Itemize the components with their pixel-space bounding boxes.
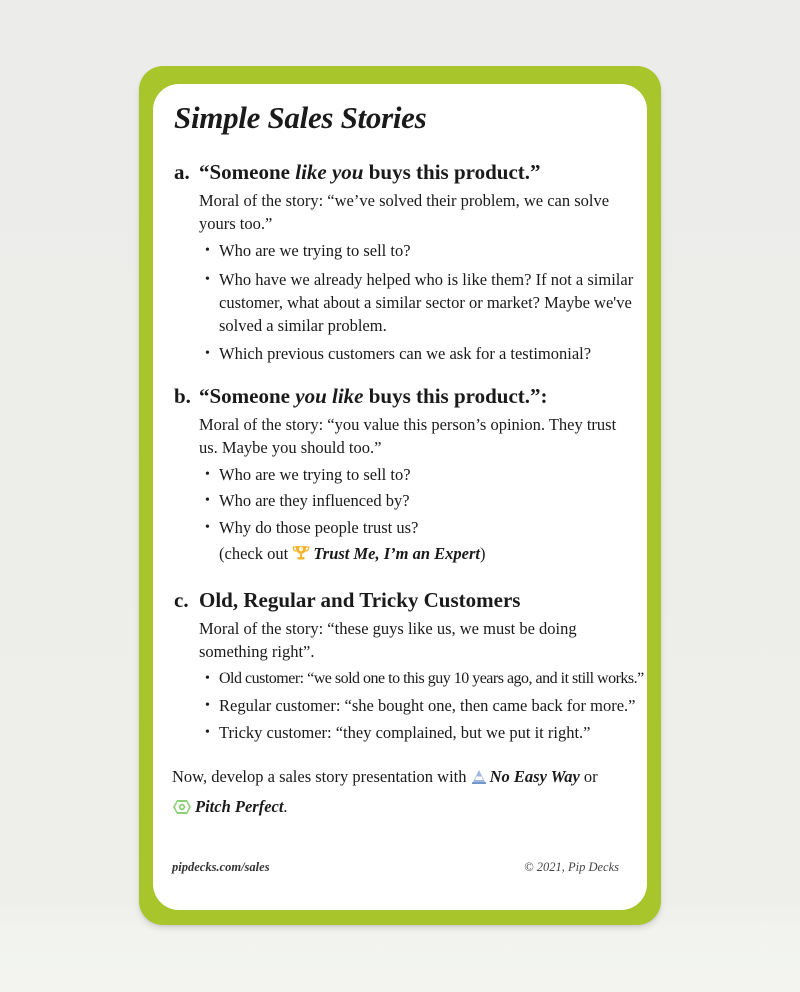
section-b-note — [219, 542, 486, 568]
card — [139, 66, 661, 925]
bullet-dot-icon: • — [205, 698, 210, 713]
section-b-moral: Moral of the story: “you value this person’s opinion. They trust us. Maybe you should too.” — [199, 415, 617, 457]
bullet-text: Who have we already helped who is like them? If not a similar customer, what about a similar sector or market? Maybe we've solved a similar problem. — [219, 270, 634, 335]
bullet-text: Who are they influenced by? — [219, 491, 410, 510]
section-b-letter: b. — [174, 384, 191, 408]
bullet-text: Regular customer: “she bought one, then came back for more.” — [219, 696, 636, 715]
bullet-text: Who are we trying to sell to? — [219, 241, 411, 260]
bullet-text: Old customer: “we sold one to this guy 10 years ago, and it still works.” — [219, 670, 644, 687]
section-a-bullet — [205, 268, 639, 337]
bullet-dot-icon: • — [205, 346, 210, 361]
note-post: ) — [480, 544, 486, 563]
bullet-text: Which previous customers can we ask for a testimonial? — [219, 344, 592, 363]
closing-text — [172, 763, 642, 823]
section-b-bullet — [205, 463, 639, 486]
eye-hexagon-icon — [172, 796, 192, 823]
bullet-dot-icon: • — [205, 467, 210, 482]
bullet-text: Why do those people trust us? — [219, 518, 419, 537]
bullet-dot-icon: • — [205, 243, 210, 258]
section-b-bullet — [205, 489, 639, 512]
no-easy-way-link[interactable]: No Easy Way — [489, 767, 580, 786]
bullet-dot-icon: • — [205, 671, 210, 686]
bullet-dot-icon: • — [205, 520, 210, 535]
section-a-heading — [174, 160, 541, 185]
section-b-heading-post: buys this product.”: — [363, 384, 548, 408]
section-c-moral: Moral of the story: “these guys like us, we must be doing something right”. — [199, 619, 577, 661]
section-b-heading — [174, 384, 548, 409]
section-c-bullet — [205, 667, 659, 690]
bullet-dot-icon: • — [205, 272, 210, 287]
section-c-heading-text: Old, Regular and Tricky Customers — [199, 588, 521, 612]
footer-url[interactable]: pipdecks.com/sales — [172, 860, 270, 874]
section-c-bullet — [205, 721, 639, 744]
closing-post: . — [283, 797, 288, 816]
section-b-heading-pre: “Someone — [199, 384, 296, 408]
bullet-text: Tricky customer: “they complained, but we put it right.” — [219, 723, 591, 742]
section-c-heading — [174, 588, 520, 613]
trophy-expert-icon — [292, 544, 310, 568]
section-b-bullet — [205, 516, 639, 539]
closing-mid: or — [579, 767, 598, 786]
pitch-perfect-link[interactable]: Pitch Perfect — [195, 797, 284, 816]
trust-me-expert-link[interactable]: Trust Me, I’m an Expert — [313, 544, 481, 563]
footer-copyright: © 2021, Pip Decks — [524, 860, 619, 874]
section-c-bullet — [205, 694, 639, 717]
note-pre: (check out — [219, 544, 293, 563]
bullet-dot-icon: • — [205, 493, 210, 508]
section-b-heading-emphasis: you like — [295, 384, 364, 408]
section-a-moral: Moral of the story: “we’ve solved their problem, we can solve yours too.” — [199, 191, 610, 233]
bullet-text: Who are we trying to sell to? — [219, 465, 411, 484]
section-a-bullet — [205, 239, 639, 262]
card-title: Simple Sales Stories — [174, 100, 427, 135]
closing-pre: Now, develop a sales story presentation with — [172, 767, 471, 786]
card-panel — [153, 84, 647, 910]
section-a-heading-pre: “Someone — [199, 160, 296, 184]
section-a-heading-emphasis: like you — [295, 160, 364, 184]
section-a-heading-post: buys this product.” — [363, 160, 541, 184]
section-a-letter: a. — [174, 160, 190, 184]
bullet-dot-icon: • — [205, 725, 210, 740]
section-a-bullet — [205, 342, 639, 365]
section-c-letter: c. — [174, 588, 189, 612]
pyramid-icon — [471, 766, 487, 793]
